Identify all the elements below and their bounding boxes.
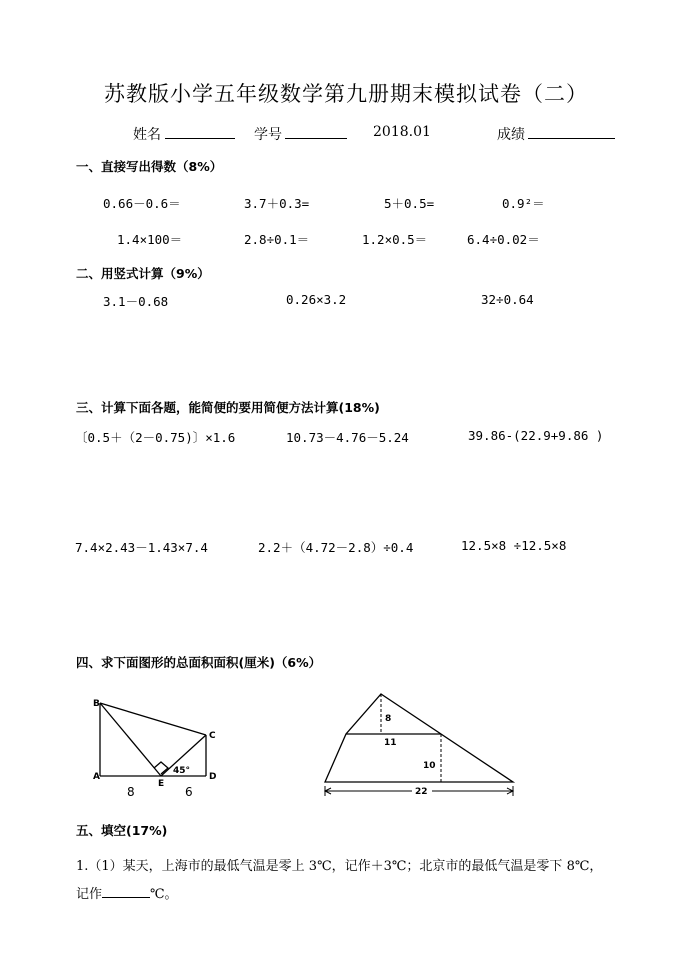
problem-3-1: 〔0.5＋（2－0.75)〕×1.6	[75, 430, 236, 445]
fig1-length-ae: 8	[127, 785, 135, 799]
score-label: 成绩	[497, 127, 525, 143]
fig1-label-a: A	[93, 772, 100, 782]
problem-3-6: 12.5×8 ÷12.5×8	[461, 538, 567, 553]
fig1-angle-label: 45°	[173, 766, 191, 776]
fig2-label-8: 8	[385, 714, 392, 724]
fig2-outline	[325, 694, 513, 782]
section-1-heading: 一、直接写出得数（8%）	[76, 159, 223, 174]
problem-2-3: 32÷0.64	[481, 292, 534, 307]
page-title: 苏教版小学五年级数学第九册期末模拟试卷（二）	[104, 82, 588, 106]
problem-2-1: 3.1－0.68	[103, 294, 169, 309]
problem-1-8: 6.4÷0.02＝	[467, 232, 540, 247]
fig2-label-10: 10	[423, 761, 436, 771]
fig1-label-d: D	[209, 772, 217, 782]
problem-1-2: 3.7＋0.3=	[244, 196, 310, 211]
problem-1-5: 1.4×100＝	[117, 232, 183, 247]
problem-3-2: 10.73－4.76－5.24	[286, 430, 409, 445]
question-5-1-prefix: 记作	[76, 887, 103, 902]
section-4-heading: 四、求下面图形的总面积面积(厘米)（6%）	[76, 655, 322, 670]
fig2-label-11: 11	[384, 738, 397, 748]
section-5-heading: 五、填空(17%)	[76, 823, 168, 838]
student-id-label: 学号	[254, 127, 282, 143]
problem-1-7: 1.2×0.5＝	[362, 232, 428, 247]
problem-3-4: 7.4×2.43－1.43×7.4	[75, 540, 208, 555]
problem-3-3: 39.86-(22.9+9.86 )	[468, 428, 604, 443]
problem-1-6: 2.8÷0.1＝	[244, 232, 310, 247]
problem-1-1: 0.66－0.6＝	[103, 196, 181, 211]
fig1-label-c: C	[209, 731, 216, 741]
problem-1-3: 5＋0.5=	[384, 196, 435, 211]
fig1-length-ed: 6	[185, 785, 193, 799]
fig2-label-22: 22	[415, 787, 428, 797]
question-5-1-line2	[76, 883, 178, 902]
section-3-heading: 三、计算下面各题，能简便的要用简便方法计算(18%)	[76, 400, 380, 415]
problem-3-5: 2.2＋（4.72－2.8）÷0.4	[258, 540, 414, 555]
answer-blank-5-1[interactable]	[102, 884, 150, 898]
problem-2-2: 0.26×3.2	[286, 292, 347, 307]
section-2-heading: 二、用竖式计算（9%）	[76, 266, 210, 281]
question-5-1-line1: 1.（1）某天，上海市的最低气温是零上 3℃，记作＋3℃；北京市的最低气温是零下 8℃，	[76, 859, 603, 874]
exam-date: 2018.01	[373, 124, 431, 140]
fig1-label-b: B	[93, 699, 100, 709]
problem-1-4: 0.9²＝	[502, 196, 545, 211]
name-label: 姓名	[133, 127, 161, 143]
question-5-1-suffix: ℃。	[150, 887, 178, 902]
fig1-label-e: E	[158, 779, 165, 789]
